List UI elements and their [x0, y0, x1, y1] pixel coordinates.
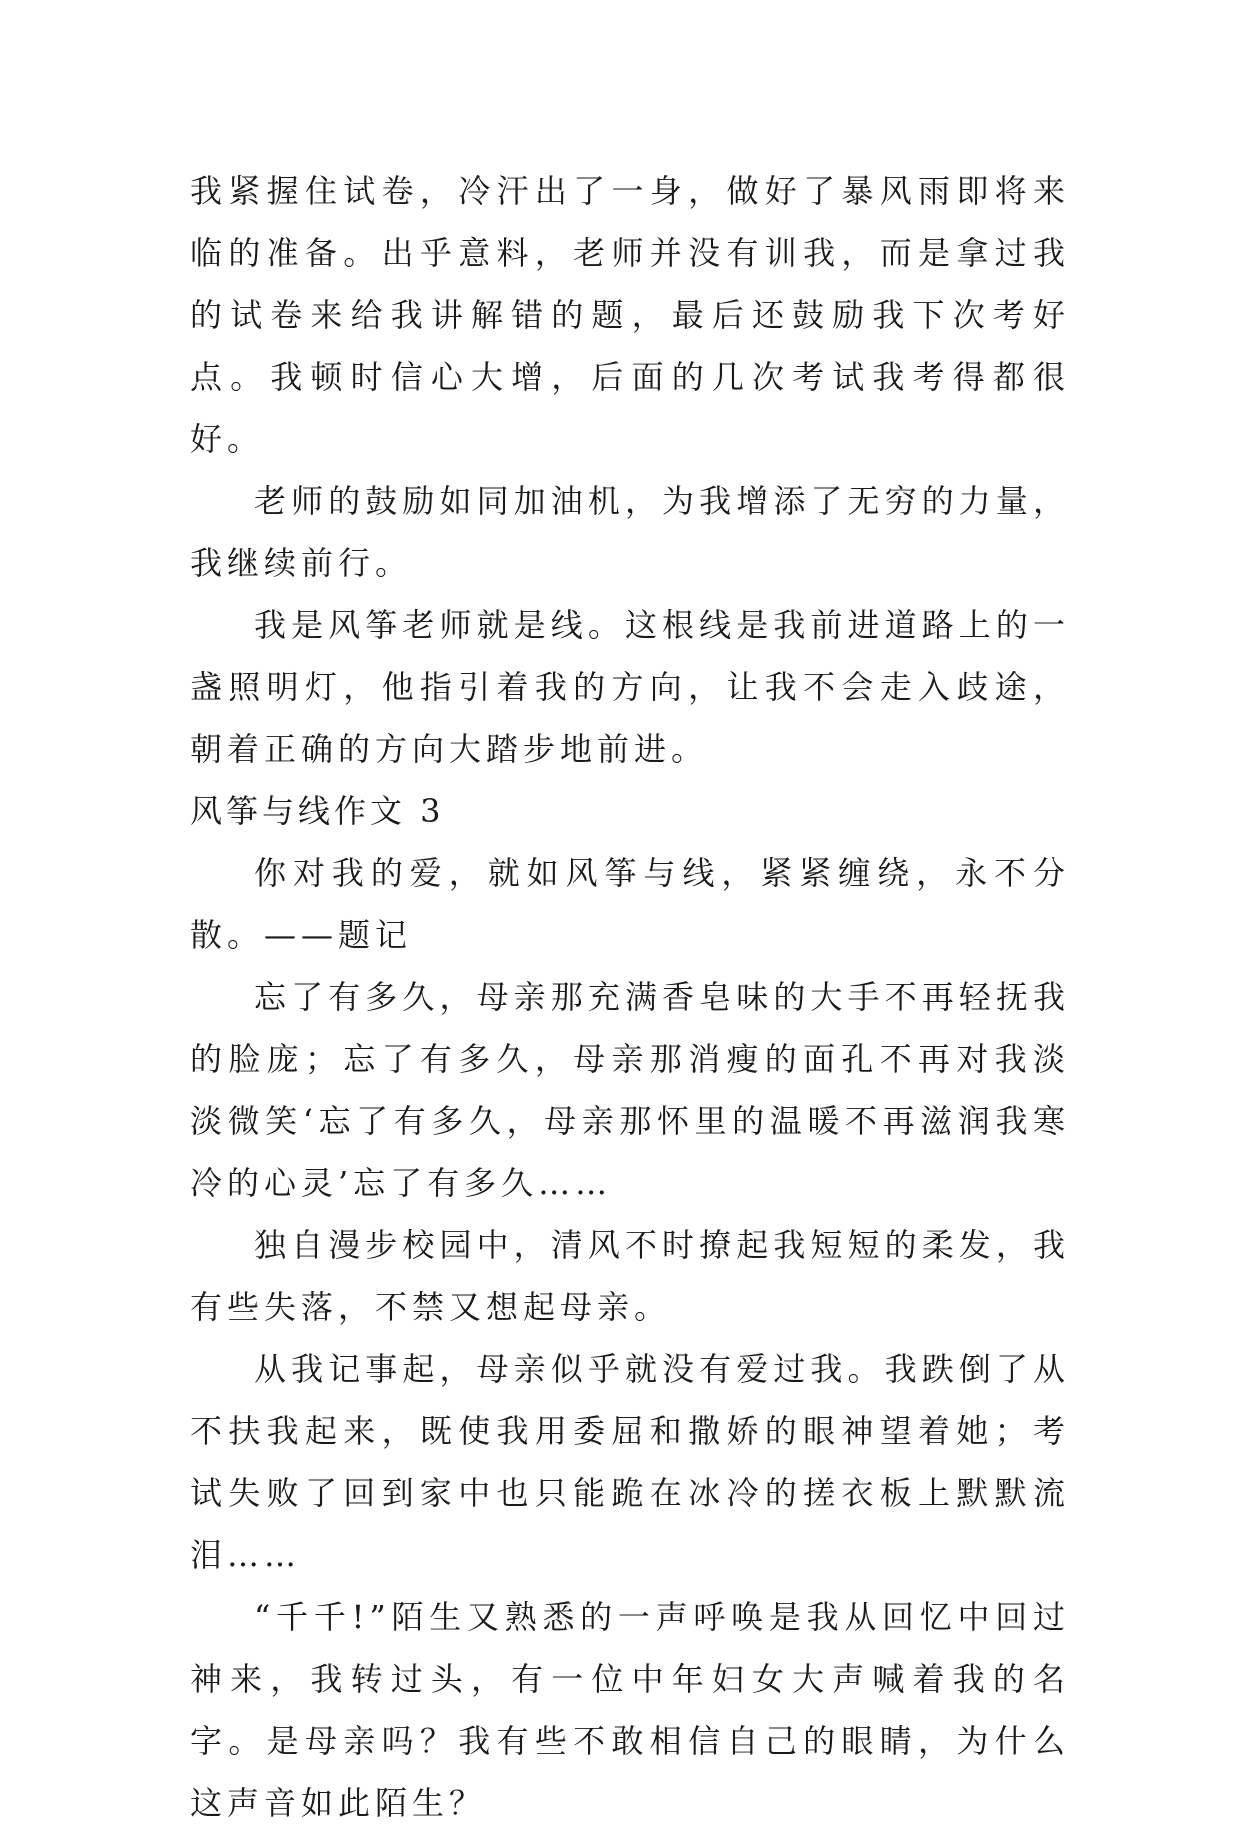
paragraph-6: 独自漫步校园中，清风不时撩起我短短的柔发，我有些失落，不禁又想起母亲。	[190, 1226, 1070, 1326]
paragraph-7: 从我记事起，母亲似乎就没有爱过我。我跌倒了从不扶我起来，既使我用委屈和撒娇的眼神望着她；考试失败了回到家中也只能跪在冰冷的搓衣板上默默流泪……	[190, 1350, 1070, 1574]
paragraph-2: 老师的鼓励如同加油机，为我增添了无穷的力量，我继续前行。	[190, 482, 1070, 582]
section-heading: 风筝与线作文 3	[190, 792, 445, 830]
paragraph-8: “千千!”陌生又熟悉的一声呼唤是我从回忆中回过神来，我转过头，有一位中年妇女大声喊着我的名字。是母亲吗？我有些不敢相信自己的眼睛，为什么这声音如此陌生？	[190, 1598, 1070, 1822]
paragraph-epigraph: 你对我的爱，就如风筝与线，紧紧缠绕，永不分散。——题记	[190, 854, 1070, 954]
document-body	[190, 160, 1070, 1834]
paragraph-5: 忘了有多久，母亲那充满香皂味的大手不再轻抚我的脸庞；忘了有多久，母亲那消瘦的面孔不再对我淡淡微笑‘忘了有多久，母亲那怀里的温暖不再滋润我寒冷的心灵’忘了有多久……	[190, 978, 1070, 1202]
paragraph-1: 我紧握住试卷，冷汗出了一身，做好了暴风雨即将来临的准备。出乎意料，老师并没有训我，而是拿过我的试卷来给我讲解错的题，最后还鼓励我下次考好点。我顿时信心大增，后面的几次考试我考得都很好。	[190, 172, 1070, 458]
paragraph-3: 我是风筝老师就是线。这根线是我前进道路上的一盏照明灯，他指引着我的方向，让我不会走入歧途，朝着正确的方向大踏步地前进。	[190, 606, 1070, 768]
